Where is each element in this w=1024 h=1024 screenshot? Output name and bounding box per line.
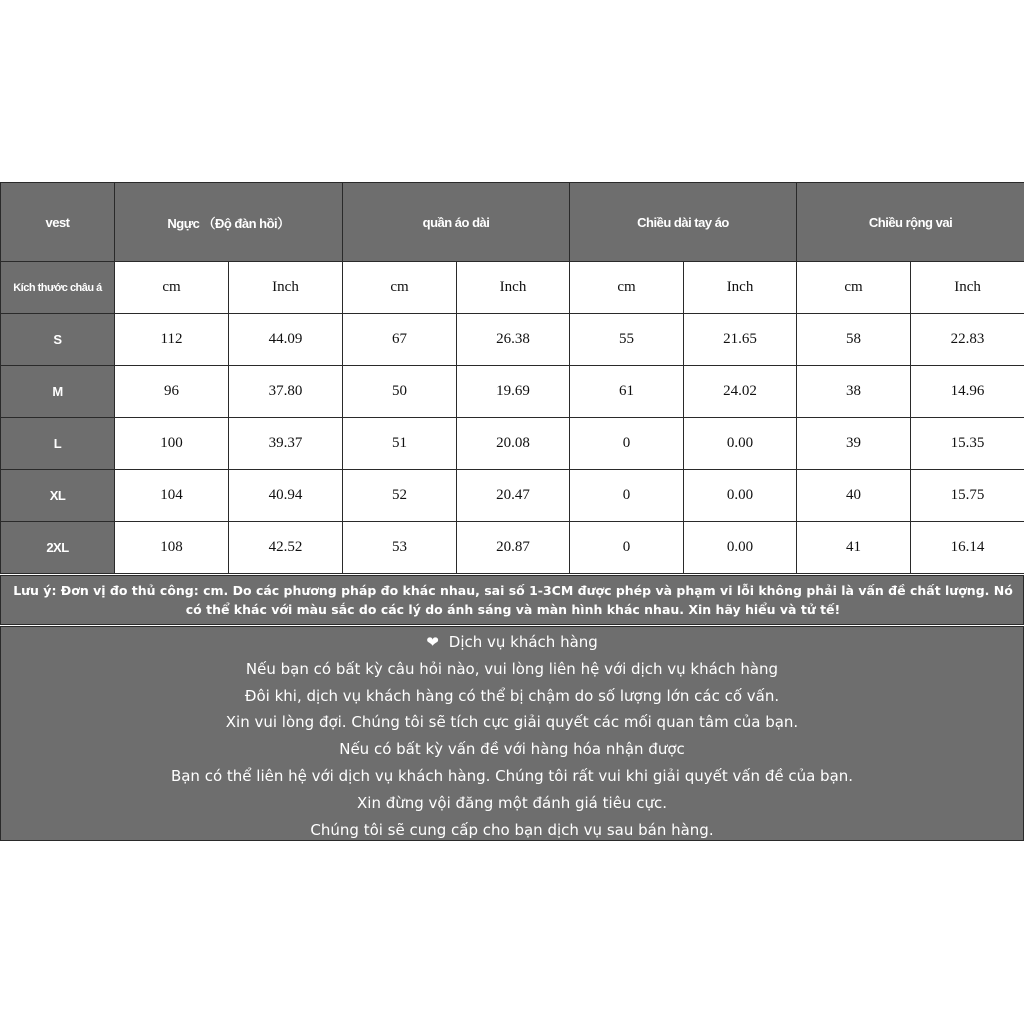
- unit-cell: cm: [570, 262, 684, 314]
- service-line: Xin vui lòng đợi. Chúng tôi sẽ tích cực giải quyết các mối quan tâm của bạn.: [225, 713, 799, 732]
- table-cell: 39.37: [229, 418, 343, 470]
- unit-cell: cm: [115, 262, 229, 314]
- size-label: XL: [1, 470, 115, 522]
- service-line: Nếu bạn có bất kỳ câu hỏi nào, vui lòng liên hệ với dịch vụ khách hàng: [245, 659, 779, 678]
- size-label: S: [1, 314, 115, 366]
- table-cell: 51: [343, 418, 457, 470]
- service-line: Đôi khi, dịch vụ khách hàng có thể bị chậm do số lượng lớn các cố vấn.: [244, 686, 780, 705]
- table-cell: 104: [115, 470, 229, 522]
- table-cell: 67: [343, 314, 457, 366]
- measurement-note: Lưu ý: Đơn vị đo thủ công: cm. Do các phương pháp đo khác nhau, sai số 1-3CM được phép và phạm vi lỗi không phải là vấn đề chất lượng. Nó có thể khác với màu sắc do các lý do ánh sáng và màn hình khác nhau. Xin hãy hiểu và tử tế!: [0, 575, 1024, 625]
- table-cell: 38: [797, 366, 911, 418]
- table-cell: 19.69: [457, 366, 570, 418]
- table-cell: 26.38: [457, 314, 570, 366]
- unit-cell: Inch: [229, 262, 343, 314]
- header-corner: vest: [1, 183, 115, 262]
- table-cell: 108: [115, 522, 229, 574]
- table-cell: 24.02: [684, 366, 797, 418]
- customer-service-panel: [0, 626, 1024, 841]
- unit-cell: Inch: [684, 262, 797, 314]
- table-cell: 37.80: [229, 366, 343, 418]
- service-title-line: [1, 629, 1023, 656]
- table-cell: 40: [797, 470, 911, 522]
- size-label: 2XL: [1, 522, 115, 574]
- table-cell: 16.14: [911, 522, 1024, 574]
- table-cell: 20.08: [457, 418, 570, 470]
- size-label: M: [1, 366, 115, 418]
- table-cell: 15.75: [911, 470, 1024, 522]
- service-line: Nếu có bất kỳ vấn đề với hàng hóa nhận được: [339, 740, 685, 759]
- table-cell: 20.47: [457, 470, 570, 522]
- header-chest: Ngực （Độ đàn hồi）: [115, 183, 343, 262]
- header-shoulder-width: Chiều rộng vai: [797, 183, 1024, 262]
- table-cell: 0.00: [684, 418, 797, 470]
- table-cell: 0: [570, 418, 684, 470]
- service-title: Dịch vụ khách hàng: [448, 633, 598, 651]
- header-sleeve-length: Chiều dài tay áo: [570, 183, 797, 262]
- table-row: [1, 366, 1024, 418]
- service-line: Bạn có thể liên hệ với dịch vụ khách hàng. Chúng tôi rất vui khi giải quyết vấn đề của bạn.: [170, 766, 854, 785]
- table-cell: 52: [343, 470, 457, 522]
- table-cell: 22.83: [911, 314, 1024, 366]
- table-cell: 100: [115, 418, 229, 470]
- table-cell: 55: [570, 314, 684, 366]
- table-row: [1, 314, 1024, 366]
- table-cell: 53: [343, 522, 457, 574]
- table-cell: 112: [115, 314, 229, 366]
- header-length: quần áo dài: [343, 183, 570, 262]
- table-cell: 61: [570, 366, 684, 418]
- table-cell: 50: [343, 366, 457, 418]
- table-cell: 0: [570, 522, 684, 574]
- table-cell: 42.52: [229, 522, 343, 574]
- unit-cell: cm: [797, 262, 911, 314]
- table-cell: 39: [797, 418, 911, 470]
- table-cell: 40.94: [229, 470, 343, 522]
- table-cell: 0: [570, 470, 684, 522]
- unit-row-label: Kích thước châu á: [1, 262, 115, 314]
- table-cell: 0.00: [684, 522, 797, 574]
- table-row: [1, 522, 1024, 574]
- table-cell: 41: [797, 522, 911, 574]
- table-cell: 21.65: [684, 314, 797, 366]
- table-cell: 0.00: [684, 470, 797, 522]
- unit-cell: Inch: [911, 262, 1024, 314]
- size-label: L: [1, 418, 115, 470]
- unit-cell: Inch: [457, 262, 570, 314]
- table-cell: 58: [797, 314, 911, 366]
- service-line: Chúng tôi sẽ cung cấp cho bạn dịch vụ sau bán hàng.: [310, 820, 714, 839]
- table-cell: 44.09: [229, 314, 343, 366]
- table-cell: 15.35: [911, 418, 1024, 470]
- unit-row: [1, 262, 1024, 314]
- table-row: [1, 418, 1024, 470]
- table-cell: 20.87: [457, 522, 570, 574]
- service-line: Xin đừng vội đăng một đánh giá tiêu cực.: [357, 793, 667, 812]
- header-row: [1, 183, 1024, 262]
- table-row: [1, 470, 1024, 522]
- unit-cell: cm: [343, 262, 457, 314]
- table-cell: 14.96: [911, 366, 1024, 418]
- heart-icon: ❤: [426, 633, 439, 651]
- table-cell: 96: [115, 366, 229, 418]
- size-chart-table: [0, 182, 1024, 574]
